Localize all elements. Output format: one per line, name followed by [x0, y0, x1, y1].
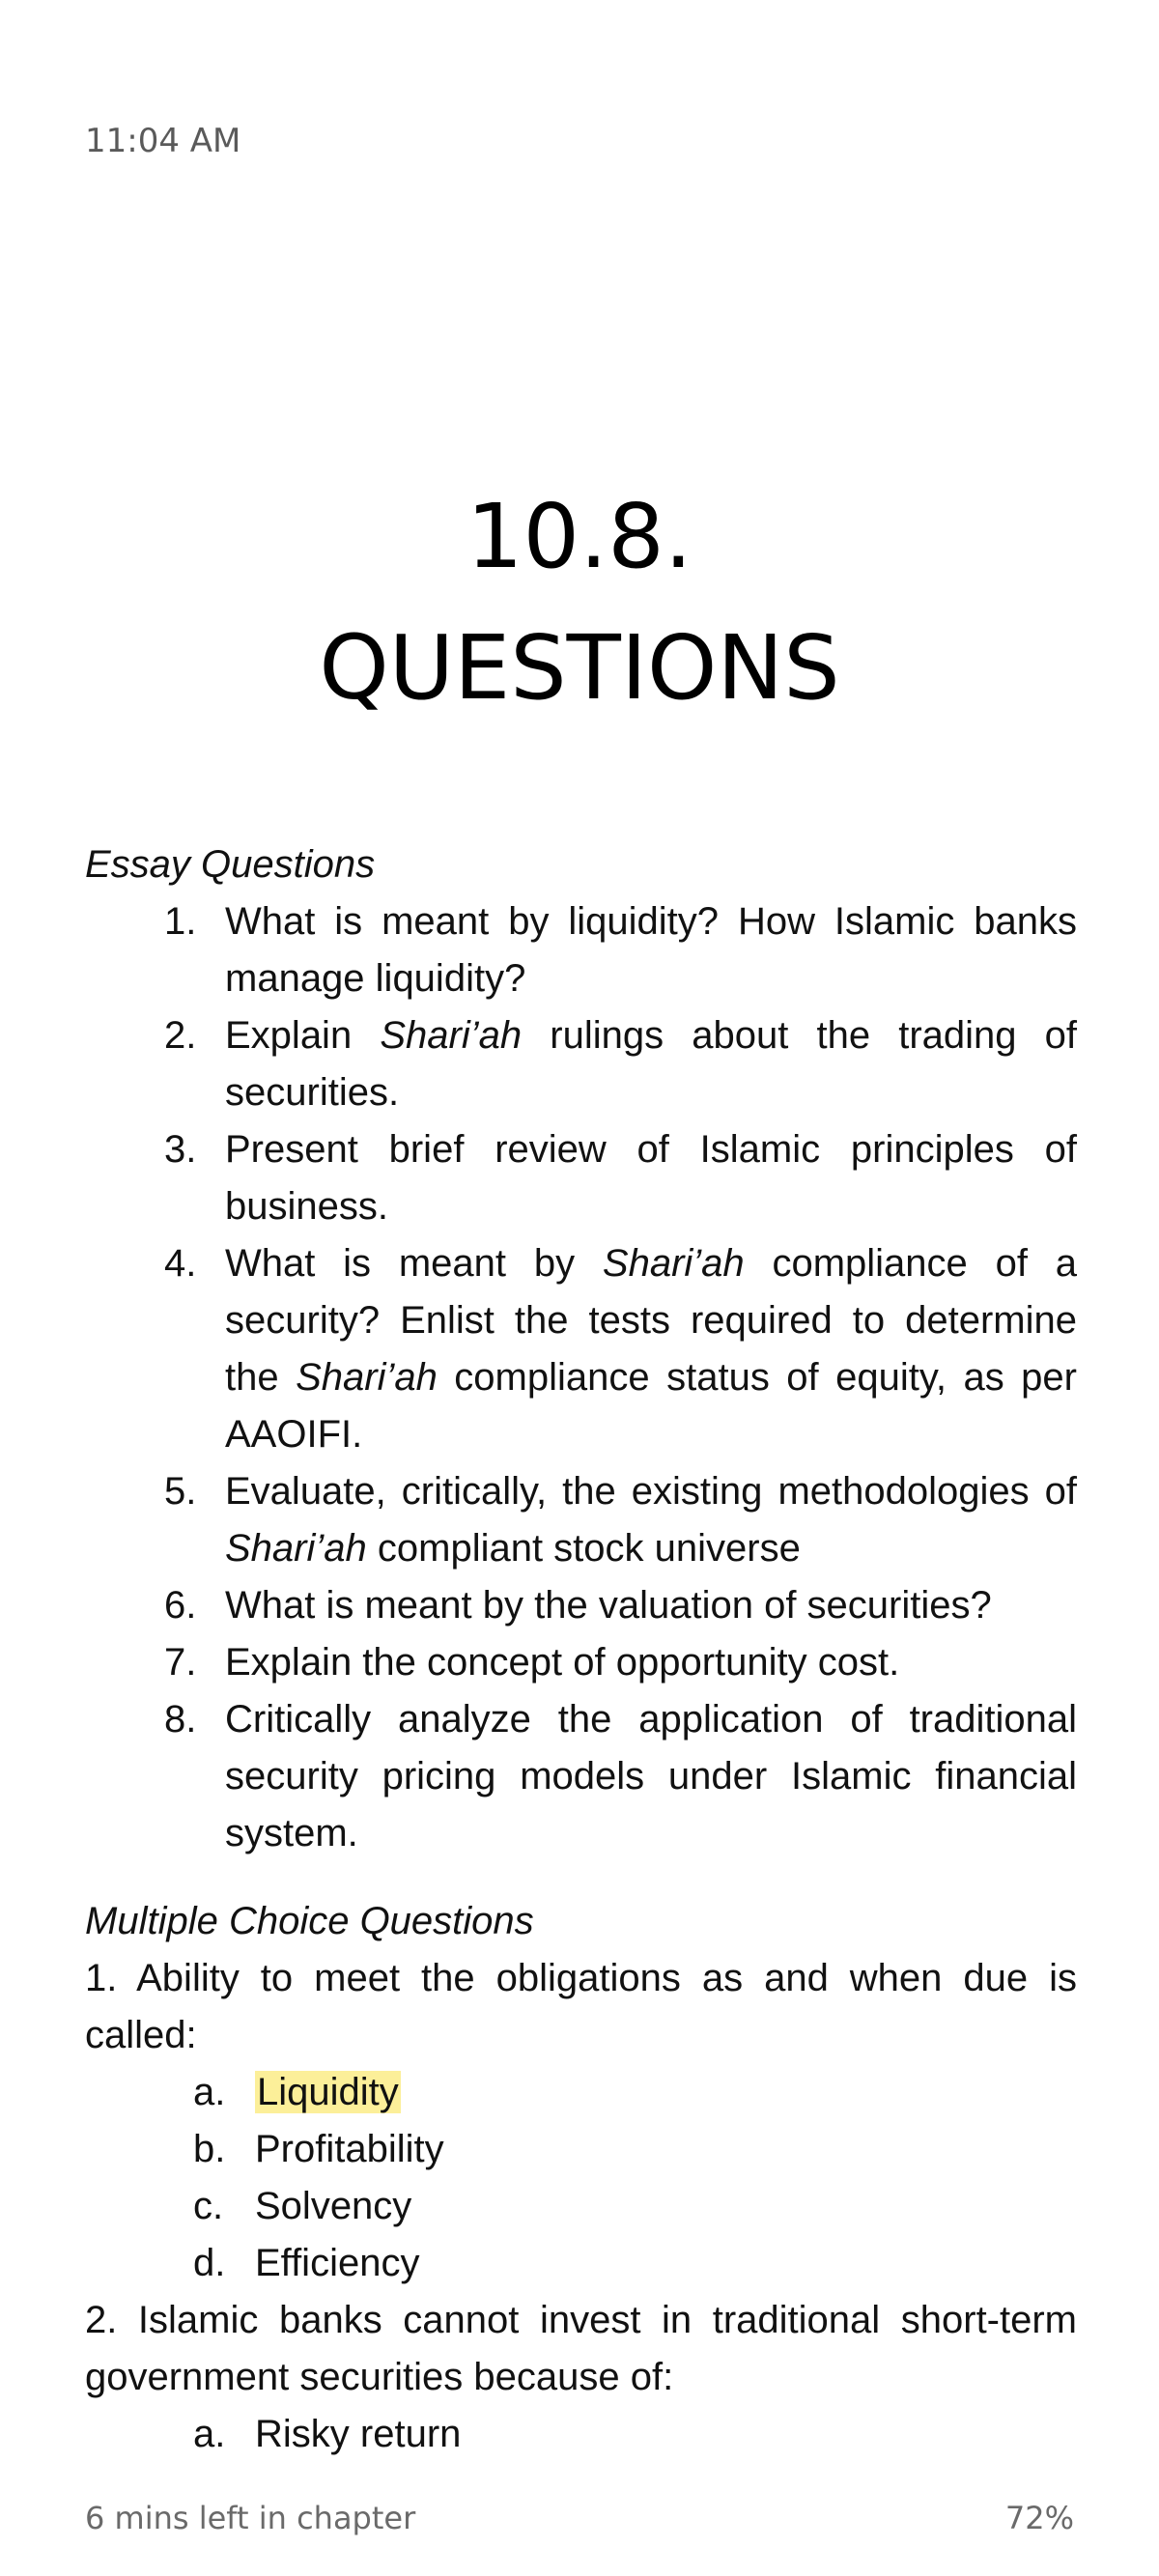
question-text: Critically analyze the application of traditional security pricing models under Islamic financial system.: [225, 1698, 1077, 1854]
mcq-1-option-c[interactable]: [85, 2178, 1077, 2235]
option-text: Efficiency: [255, 2242, 420, 2284]
status-time: 11:04 AM: [85, 122, 241, 160]
mcq-label: Multiple Choice Questions: [85, 1900, 534, 1942]
option-text: Solvency: [255, 2185, 412, 2227]
essay-question-8[interactable]: [85, 1691, 1077, 1862]
question-text: What is meant by: [225, 1242, 603, 1285]
question-number: 7.: [164, 1641, 197, 1684]
question-text: compliant stock universe: [366, 1527, 801, 1570]
essay-questions-label: Essay Questions: [85, 843, 376, 886]
essay-question-1[interactable]: [85, 893, 1077, 1007]
question-text: rulings about the trading of securities.: [225, 1014, 1078, 1114]
question-text: compliance of a security? Enlist the tests required to determine the: [225, 1242, 1077, 1399]
option-letter: a.: [193, 2413, 226, 2455]
option-text: Risky return: [255, 2413, 462, 2455]
reading-progress[interactable]: 72%: [1004, 2500, 1074, 2536]
option-letter: a.: [193, 2071, 226, 2113]
question-number: 6.: [164, 1584, 197, 1627]
question-number: 5.: [164, 1470, 197, 1513]
essay-question-2[interactable]: [85, 1007, 1077, 1121]
question-text: Explain the concept of opportunity cost.: [225, 1641, 900, 1684]
mcq-2-option-a[interactable]: [85, 2406, 1077, 2463]
italic-term: Shari’ah: [380, 1014, 523, 1057]
question-text: What is meant by the valuation of securities?: [225, 1584, 992, 1627]
essay-question-5[interactable]: [85, 1463, 1077, 1577]
question-number: 8.: [164, 1698, 197, 1741]
question-number: 2.: [164, 1014, 197, 1057]
question-text: compliance status of equity, as per AAOIFI.: [225, 1356, 1077, 1456]
mcq-1-options: [85, 2064, 1077, 2292]
option-letter: d.: [193, 2242, 226, 2284]
chapter-number: 10.8.: [466, 485, 693, 588]
book-page-content[interactable]: [85, 836, 1077, 2463]
question-text: Present brief review of Islamic principles of business.: [225, 1128, 1077, 1228]
mcq-question-2[interactable]: 2. Islamic banks cannot invest in traditional short-term government securities because of:: [85, 2299, 1077, 2398]
mcq-1-option-a[interactable]: [85, 2064, 1077, 2121]
italic-term: Shari’ah: [296, 1356, 438, 1399]
essay-question-4[interactable]: [85, 1235, 1077, 1463]
chapter-title: QUESTIONS: [319, 616, 840, 720]
question-number: 1.: [164, 900, 197, 943]
option-letter: c.: [193, 2185, 224, 2227]
time-left-in-chapter[interactable]: 6 mins left in chapter: [85, 2500, 416, 2536]
option-text: Profitability: [255, 2128, 444, 2170]
highlighted-answer[interactable]: Liquidity: [257, 2071, 399, 2113]
essay-question-list: [85, 893, 1077, 1862]
mcq-2-options: [85, 2406, 1077, 2463]
essay-question-6[interactable]: [85, 1577, 1077, 1634]
question-number: 4.: [164, 1242, 197, 1285]
italic-term: Shari’ah: [602, 1242, 745, 1285]
question-text: Explain: [225, 1014, 381, 1057]
question-text: What is meant by liquidity? How Islamic banks manage liquidity?: [225, 900, 1077, 1000]
essay-question-3[interactable]: [85, 1121, 1077, 1235]
mcq-question-1[interactable]: 1. Ability to meet the obligations as and when due is called:: [85, 1957, 1077, 2056]
option-letter: b.: [193, 2128, 226, 2170]
mcq-1-option-d[interactable]: [85, 2235, 1077, 2292]
question-text: Evaluate, critically, the existing methodologies of: [225, 1470, 1077, 1513]
question-number: 3.: [164, 1128, 197, 1171]
mcq-1-option-b[interactable]: [85, 2121, 1077, 2178]
essay-question-7[interactable]: [85, 1634, 1077, 1691]
italic-term: Shari’ah: [225, 1527, 367, 1570]
